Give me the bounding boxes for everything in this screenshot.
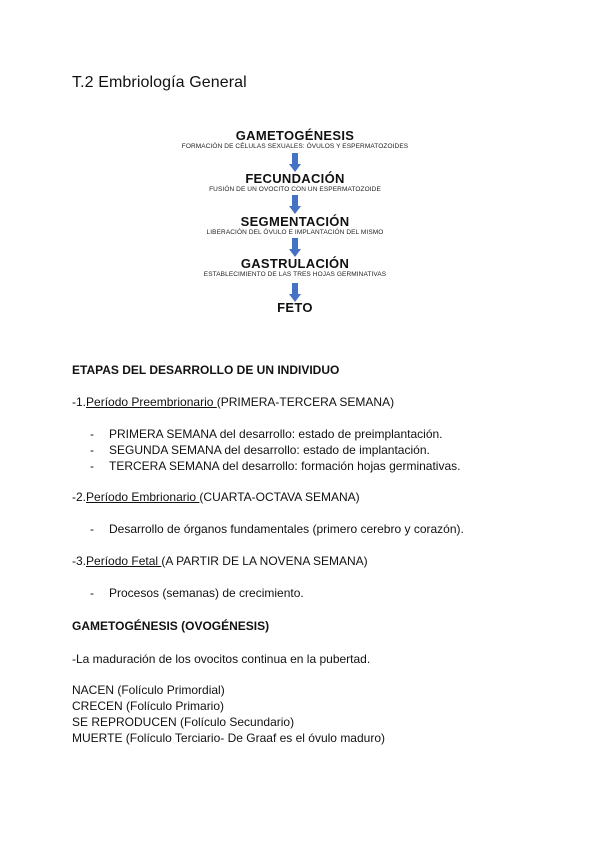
section-heading-gametogenesis: GAMETOGÉNESIS (OVOGÉNESIS) [72, 619, 270, 633]
period-fetal-list [90, 585, 304, 601]
list-item-text: PRIMERA SEMANA del desarrollo: estado de preimplantación. [109, 427, 443, 441]
flow-stage-fecundacion [150, 171, 440, 194]
follicle-line: MUERTE (Folículo Terciario- De Graaf es el óvulo maduro) [72, 731, 385, 745]
down-arrow-icon [289, 238, 301, 257]
follicle-line: NACEN (Folículo Primordial) [72, 683, 225, 697]
list-item: - PRIMERA SEMANA del desarrollo: estado de preimplantación. [90, 427, 443, 441]
down-arrow-icon [289, 195, 301, 214]
list-item-text: Procesos (semanas) de crecimiento. [109, 586, 304, 600]
gametogenesis-intro: -La maduración de los ovocitos continua en la pubertad. [72, 652, 371, 666]
list-item: - TERCERA SEMANA del desarrollo: formación hojas germinativas. [90, 459, 461, 473]
period-prefix: -3. [72, 554, 87, 568]
list-item: - Desarrollo de órganos fundamentales (primero cerebro y corazón). [90, 522, 464, 536]
page-title: T.2 Embriología General [72, 74, 247, 91]
flow-stage-title: GASTRULACIÓN [240, 256, 350, 271]
period-range: (PRIMERA-TERCERA SEMANA) [216, 395, 395, 409]
flow-stage-desc: FORMACIÓN DE CÉLULAS SEXUALES: ÓVULOS Y ESPERMATOZOIDES [181, 143, 409, 150]
period-embrionario-list [90, 521, 464, 537]
flow-stage-segmentacion [150, 214, 440, 237]
period-name: Período Fetal [86, 554, 162, 568]
flow-stage-gastrulacion [150, 256, 440, 279]
list-item: - Procesos (semanas) de crecimiento. [90, 586, 304, 600]
flow-stage-desc: ESTABLECIMIENTO DE LAS TRES HOJAS GERMINATIVAS [203, 271, 387, 278]
flow-stage-gametogenesis [150, 128, 440, 151]
flow-stage-title: GAMETOGÉNESIS [235, 128, 355, 143]
flow-stage-title: FETO [277, 300, 313, 315]
follicle-line: SE REPRODUCEN (Folículo Secundario) [72, 715, 295, 729]
period-prefix: -2. [72, 490, 87, 504]
flow-stage-title: SEGMENTACIÓN [240, 214, 350, 229]
period-preembrionario [72, 394, 394, 410]
down-arrow-icon [289, 153, 301, 172]
list-item: - SEGUNDA SEMANA del desarrollo: estado de implantación. [90, 443, 430, 457]
follicle-stages [72, 682, 385, 746]
embryology-flowchart [150, 128, 440, 328]
period-range: (A PARTIR DE LA NOVENA SEMANA) [161, 554, 368, 568]
period-embrionario [72, 489, 360, 505]
period-prefix: -1. [72, 395, 87, 409]
period-name: Período Embrionario [86, 490, 200, 504]
list-item-text: TERCERA SEMANA del desarrollo: formación hojas germinativas. [109, 459, 461, 473]
section-heading-etapas: ETAPAS DEL DESARROLLO DE UN INDIVIDUO [72, 363, 340, 377]
flow-stage-feto [150, 300, 440, 315]
follicle-line: CRECEN (Folículo Primario) [72, 699, 225, 713]
period-preembrionario-list [90, 426, 461, 474]
flow-stage-desc: FUSIÓN DE UN OVOCITO CON UN ESPERMATOZOIDE [209, 186, 381, 193]
flow-stage-title: FECUNDACIÓN [245, 171, 345, 186]
period-range: (CUARTA-OCTAVA SEMANA) [199, 490, 360, 504]
list-item-text: Desarrollo de órganos fundamentales (primero cerebro y corazón). [109, 522, 464, 536]
period-name: Período Preembrionario [86, 395, 217, 409]
flow-stage-desc: LIBERACIÓN DEL ÓVULO E IMPLANTACIÓN DEL MISMO [206, 229, 384, 236]
period-fetal [72, 553, 368, 569]
list-item-text: SEGUNDA SEMANA del desarrollo: estado de implantación. [109, 443, 430, 457]
